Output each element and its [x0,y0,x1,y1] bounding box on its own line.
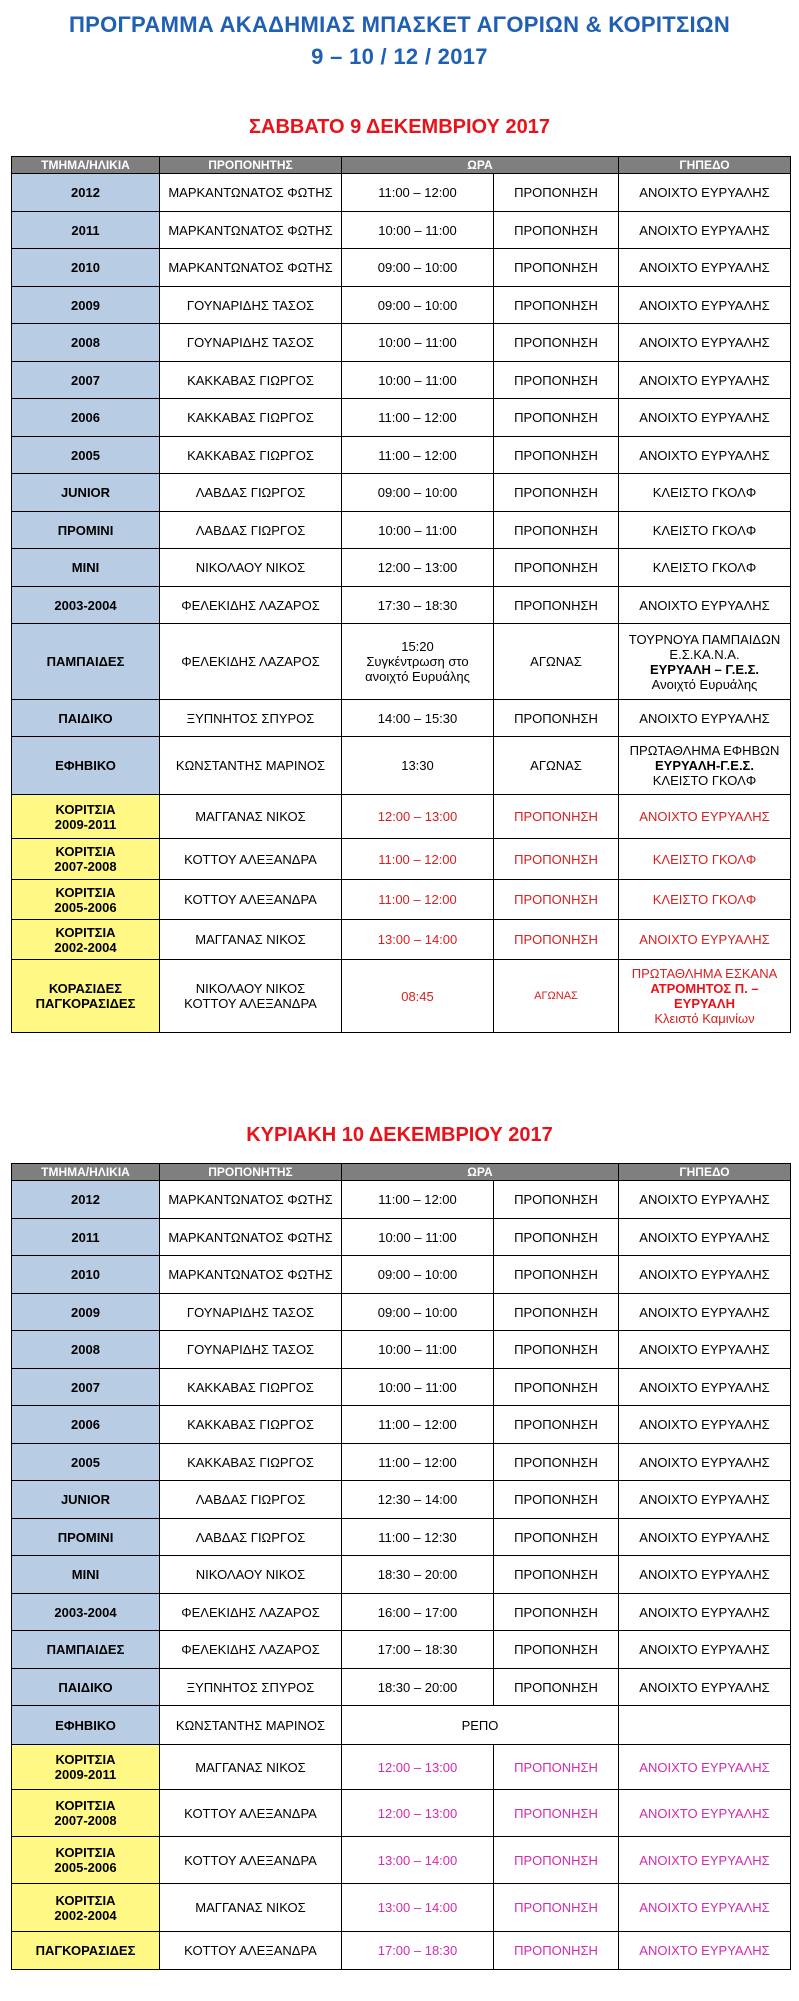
coach-cell: ΚΑΚΚΑΒΑΣ ΓΙΩΡΓΟΣ [160,1369,342,1406]
time-cell: 12:00 – 13:00 [342,1745,494,1790]
court_lines-line: Ε.Σ.ΚΑ.Ν.Α. [669,646,740,662]
col-header-group: ΤΜΗΜΑ/ΗΛΙΚΙΑ [12,157,160,174]
court_lines-line: Κλειστό Καμινίων [654,1011,755,1026]
time-cell: 10:00 – 11:00 [342,324,494,362]
group_lines-line: ΚΟΡΑΣΙΔΕΣ [48,981,123,996]
session-type-cell: ΠΡΟΠΟΝΗΣΗ [494,1331,619,1369]
coach-cell: ΓΟΥΝΑΡΙΔΗΣ ΤΑΣΟΣ [160,1294,342,1331]
col-header-court: ΓΗΠΕΔΟ [619,157,791,174]
group_lines-line: 2002-2004 [54,939,117,955]
session-type-cell: ΠΡΟΠΟΝΗΣΗ [494,1884,619,1932]
time-cell: 10:00 – 11:00 [342,512,494,549]
table-row [12,1745,791,1790]
table-row [12,212,791,249]
group-cell: ΕΦΗΒΙΚΟ [12,1706,160,1745]
table-row [12,880,791,920]
session-type-cell: ΠΡΟΠΟΝΗΣΗ [494,1669,619,1706]
session-type-cell: ΠΡΟΠΟΝΗΣΗ [494,1256,619,1294]
session-type-cell: ΠΡΟΠΟΝΗΣΗ [494,795,619,839]
session-type-cell: ΠΡΟΠΟΝΗΣΗ [494,1219,619,1256]
time-cell: 09:00 – 10:00 [342,1294,494,1331]
coach-cell: ΚΩΝΣΤΑΝΤΗΣ ΜΑΡΙΝΟΣ [160,1706,342,1745]
coach-cell: ΜΑΡΚΑΝΤΩΝΑΤΟΣ ΦΩΤΗΣ [160,249,342,287]
table-row [12,1406,791,1444]
session-type-cell: ΠΡΟΠΟΝΗΣΗ [494,249,619,287]
table-row [12,512,791,549]
table-row [12,960,791,1033]
session-type-cell: ΑΓΩΝΑΣ [494,624,619,700]
court_lines-line: ΠΡΩΤΑΘΛΗΜΑ ΕΣΚΑΝΑ [631,966,778,981]
time-cell: 12:30 – 14:00 [342,1481,494,1519]
coach-cell: ΦΕΛΕΚΙΔΗΣ ΛΑΖΑΡΟΣ [160,624,342,700]
rest-cell: ΡΕΠΟ [342,1706,619,1745]
group-cell: ΜΙΝΙ [12,549,160,587]
court-cell: ΑΝΟΙΧΤΟ ΕΥΡΥΑΛΗΣ [619,795,791,839]
group_lines-line: ΚΟΡΙΤΣΙΑ [55,1845,116,1860]
time-cell: 09:00 – 10:00 [342,249,494,287]
group-cell [12,1790,160,1837]
court-cell: ΑΝΟΙΧΤΟ ΕΥΡΥΑΛΗΣ [619,1219,791,1256]
session-type-cell: ΠΡΟΠΟΝΗΣΗ [494,174,619,212]
court-cell: ΑΝΟΙΧΤΟ ΕΥΡΥΑΛΗΣ [619,1519,791,1556]
table-row [12,1669,791,1706]
table-row [12,174,791,212]
table-row [12,1444,791,1481]
group-cell: 2007 [12,1369,160,1406]
court-cell: ΑΝΟΙΧΤΟ ΕΥΡΥΑΛΗΣ [619,1481,791,1519]
time-cell: 11:00 – 12:00 [342,1181,494,1219]
group_lines-line: 2002-2004 [54,1907,117,1923]
coach-cell: ΜΑΡΚΑΝΤΩΝΑΤΟΣ ΦΩΤΗΣ [160,174,342,212]
group-cell: 2005 [12,437,160,474]
court-cell: ΑΝΟΙΧΤΟ ΕΥΡΥΑΛΗΣ [619,324,791,362]
col-header-group: ΤΜΗΜΑ/ΗΛΙΚΙΑ [12,1164,160,1181]
coach-cell: ΦΕΛΕΚΙΔΗΣ ΛΑΖΑΡΟΣ [160,1594,342,1631]
court-cell: ΑΝΟΙΧΤΟ ΕΥΡΥΑΛΗΣ [619,249,791,287]
saturday-heading: ΣΑΒΒΑΤΟ 9 ΔΕΚΕΜΒΡΙΟΥ 2017 [249,116,550,138]
group-cell: ΠΑΙΔΙΚΟ [12,700,160,737]
table-row [12,437,791,474]
court_lines-line: ΤΟΥΡΝΟΥΑ ΠΑΜΠΑΙΔΩΝ [628,631,781,647]
group-cell: ΜΙΝΙ [12,1556,160,1594]
table-row [12,549,791,587]
table-row [12,1519,791,1556]
time-cell: 18:30 – 20:00 [342,1556,494,1594]
session-type-cell: ΠΡΟΠΟΝΗΣΗ [494,920,619,960]
court-cell: ΑΝΟΙΧΤΟ ΕΥΡΥΑΛΗΣ [619,1594,791,1631]
group-cell: 2012 [12,1181,160,1219]
time_lines-line: 15:20 [401,639,434,654]
group-cell: 2007 [12,362,160,399]
court-cell: ΑΝΟΙΧΤΟ ΕΥΡΥΑΛΗΣ [619,1669,791,1706]
coach-cell: ΜΑΓΓΑΝΑΣ ΝΙΚΟΣ [160,1745,342,1790]
coach-cell: ΓΟΥΝΑΡΙΔΗΣ ΤΑΣΟΣ [160,1331,342,1369]
table-row [12,1369,791,1406]
time-cell: 10:00 – 11:00 [342,362,494,399]
court-cell [619,960,791,1033]
time-cell: 10:00 – 11:00 [342,212,494,249]
time-cell: 11:00 – 12:30 [342,1519,494,1556]
group_lines-line: ΚΟΡΙΤΣΙΑ [55,844,116,859]
court-cell [619,624,791,700]
session-type-cell: ΠΡΟΠΟΝΗΣΗ [494,880,619,920]
table-row [12,1294,791,1331]
group-cell: ΠΑΓΚΟΡΑΣΙΔΕΣ [12,1932,160,1970]
time-cell: 09:00 – 10:00 [342,1256,494,1294]
col-header-time: ΩΡΑ [342,1164,619,1181]
page-date-range: 9 – 10 / 12 / 2017 [311,44,488,69]
sunday-schedule-table [11,1163,791,1970]
time-cell: 12:00 – 13:00 [342,549,494,587]
court-cell: ΑΝΟΙΧΤΟ ΕΥΡΥΑΛΗΣ [619,1256,791,1294]
table-row [12,737,791,795]
col-header-coach: ΠΡΟΠΟΝΗΤΗΣ [160,1164,342,1181]
saturday-schedule-table [11,156,791,1033]
court_lines-line: Ανοιχτό Ευρυάλης [651,676,758,692]
court-cell: ΚΛΕΙΣΤΟ ΓΚΟΛΦ [619,880,791,920]
table-row [12,1837,791,1884]
group-cell: 2009 [12,1294,160,1331]
group-cell: 2009 [12,287,160,324]
group_lines-line: ΚΟΡΙΤΣΙΑ [55,924,116,940]
court-cell: ΑΝΟΙΧΤΟ ΕΥΡΥΑΛΗΣ [619,920,791,960]
court-cell: ΑΝΟΙΧΤΟ ΕΥΡΥΑΛΗΣ [619,1444,791,1481]
time-cell: 11:00 – 12:00 [342,1444,494,1481]
court-cell [619,737,791,795]
coach-cell: ΜΑΡΚΑΝΤΩΝΑΤΟΣ ΦΩΤΗΣ [160,1256,342,1294]
session-type-cell: ΠΡΟΠΟΝΗΣΗ [494,1406,619,1444]
session-type-cell: ΠΡΟΠΟΝΗΣΗ [494,1369,619,1406]
coach-cell: ΜΑΓΓΑΝΑΣ ΝΙΚΟΣ [160,920,342,960]
session-type-cell: ΠΡΟΠΟΝΗΣΗ [494,549,619,587]
time-cell: 11:00 – 12:00 [342,880,494,920]
time-cell [342,624,494,700]
court-cell: ΑΝΟΙΧΤΟ ΕΥΡΥΑΛΗΣ [619,287,791,324]
session-type-cell: ΠΡΟΠΟΝΗΣΗ [494,1594,619,1631]
session-type-cell: ΠΡΟΠΟΝΗΣΗ [494,1481,619,1519]
court-cell: ΑΝΟΙΧΤΟ ΕΥΡΥΑΛΗΣ [619,212,791,249]
coach-cell: ΜΑΓΓΑΝΑΣ ΝΙΚΟΣ [160,1884,342,1932]
court-cell: ΑΝΟΙΧΤΟ ΕΥΡΥΑΛΗΣ [619,1406,791,1444]
session-type-cell: ΠΡΟΠΟΝΗΣΗ [494,1181,619,1219]
court-cell: ΑΝΟΙΧΤΟ ΕΥΡΥΑΛΗΣ [619,1932,791,1970]
group-cell: ΠΡΟΜΙΝΙ [12,1519,160,1556]
col-header-court: ΓΗΠΕΔΟ [619,1164,791,1181]
session-type-cell: ΠΡΟΠΟΝΗΣΗ [494,1294,619,1331]
group-cell [12,1745,160,1790]
table-row [12,249,791,287]
page-title: ΠΡΟΓΡΑΜΜΑ ΑΚΑΔΗΜΙΑΣ ΜΠΑΣΚΕΤ ΑΓΟΡΙΩΝ & ΚΟΡΙΤΣΙΩΝ [68,12,731,37]
time-cell: 11:00 – 12:00 [342,399,494,437]
session-type-cell: ΠΡΟΠΟΝΗΣΗ [494,700,619,737]
coach-cell: ΚΟΤΤΟΥ ΑΛΕΞΑΝΔΡΑ [160,1932,342,1970]
court-cell: ΑΝΟΙΧΤΟ ΕΥΡΥΑΛΗΣ [619,399,791,437]
group-cell [12,839,160,880]
court-cell: ΑΝΟΙΧΤΟ ΕΥΡΥΑΛΗΣ [619,1837,791,1884]
coach-cell: ΦΕΛΕΚΙΔΗΣ ΛΑΖΑΡΟΣ [160,1631,342,1669]
court-cell: ΑΝΟΙΧΤΟ ΕΥΡΥΑΛΗΣ [619,1331,791,1369]
court-cell: ΑΝΟΙΧΤΟ ΕΥΡΥΑΛΗΣ [619,1745,791,1790]
court-cell: ΚΛΕΙΣΤΟ ΓΚΟΛΦ [619,839,791,880]
court_lines-line: ΕΥΡΥΑΛΗ [674,996,735,1011]
session-type-cell: ΠΡΟΠΟΝΗΣΗ [494,474,619,512]
group-cell: JUNIOR [12,1481,160,1519]
time-cell: 11:00 – 12:00 [342,1406,494,1444]
group-cell: ΠΑΙΔΙΚΟ [12,1669,160,1706]
group_lines-line: 2007-2008 [54,1813,117,1828]
coach-cell: ΞΥΠΝΗΤΟΣ ΣΠΥΡΟΣ [160,700,342,737]
session-type-cell: ΠΡΟΠΟΝΗΣΗ [494,587,619,624]
group-cell [12,880,160,920]
table-row [12,1481,791,1519]
time-cell: 10:00 – 11:00 [342,1369,494,1406]
table-row [12,1181,791,1219]
coach-cell: ΝΙΚΟΛΑΟΥ ΝΙΚΟΣ [160,549,342,587]
table-row [12,624,791,700]
coach-cell: ΜΑΓΓΑΝΑΣ ΝΙΚΟΣ [160,795,342,839]
table-row [12,1594,791,1631]
session-type-cell: ΠΡΟΠΟΝΗΣΗ [494,1444,619,1481]
group-cell: 2011 [12,1219,160,1256]
coach-cell: ΚΑΚΚΑΒΑΣ ΓΙΩΡΓΟΣ [160,1406,342,1444]
time_lines-line: Συγκέντρωση στο [366,654,469,669]
session-type-cell: ΠΡΟΠΟΝΗΣΗ [494,1932,619,1970]
coach-cell: ΞΥΠΝΗΤΟΣ ΣΠΥΡΟΣ [160,1669,342,1706]
group-cell: 2011 [12,212,160,249]
coach-cell: ΛΑΒΔΑΣ ΓΙΩΡΓΟΣ [160,1519,342,1556]
table-row [12,1219,791,1256]
group_lines-line: ΚΟΡΙΤΣΙΑ [55,884,116,900]
table-row [12,587,791,624]
time-cell: 08:45 [342,960,494,1033]
table-row [12,324,791,362]
session-type-cell: ΠΡΟΠΟΝΗΣΗ [494,287,619,324]
court-cell [619,1706,791,1745]
time-cell: 12:00 – 13:00 [342,1790,494,1837]
group-cell: 2006 [12,399,160,437]
coach-cell: ΦΕΛΕΚΙΔΗΣ ΛΑΖΑΡΟΣ [160,587,342,624]
group-cell: 2008 [12,324,160,362]
group_lines-line: ΚΟΡΙΤΣΙΑ [55,1752,116,1767]
session-type-cell: ΠΡΟΠΟΝΗΣΗ [494,212,619,249]
table-row [12,1884,791,1932]
table-row [12,1706,791,1745]
court_lines-line: ΠΡΩΤΑΘΛΗΜΑ ΕΦΗΒΩΝ [629,743,780,758]
court-cell: ΑΝΟΙΧΤΟ ΕΥΡΥΑΛΗΣ [619,700,791,737]
group-cell: 2012 [12,174,160,212]
group_lines-line: 2009-2011 [54,816,117,832]
group-cell [12,920,160,960]
sunday-heading: ΚΥΡΙΑΚΗ 10 ΔΕΚΕΜΒΡΙΟΥ 2017 [246,1124,553,1146]
court-cell: ΑΝΟΙΧΤΟ ΕΥΡΥΑΛΗΣ [619,437,791,474]
group-cell: JUNIOR [12,474,160,512]
table-row [12,1256,791,1294]
session-type-cell: ΠΡΟΠΟΝΗΣΗ [494,362,619,399]
table-row [12,287,791,324]
group-cell [12,1884,160,1932]
time-cell: 11:00 – 12:00 [342,437,494,474]
court-cell: ΑΝΟΙΧΤΟ ΕΥΡΥΑΛΗΣ [619,1369,791,1406]
group-cell: 2005 [12,1444,160,1481]
session-type-cell: ΑΓΩΝΑΣ [494,737,619,795]
coach-cell: ΚΑΚΚΑΒΑΣ ΓΙΩΡΓΟΣ [160,362,342,399]
table-row [12,399,791,437]
session-type-cell: ΠΡΟΠΟΝΗΣΗ [494,512,619,549]
table-row [12,1790,791,1837]
coach-cell: ΓΟΥΝΑΡΙΔΗΣ ΤΑΣΟΣ [160,287,342,324]
court-cell: ΑΝΟΙΧΤΟ ΕΥΡΥΑΛΗΣ [619,1294,791,1331]
court-cell: ΚΛΕΙΣΤΟ ΓΚΟΛΦ [619,512,791,549]
coach-cell: ΜΑΡΚΑΝΤΩΝΑΤΟΣ ΦΩΤΗΣ [160,1219,342,1256]
time-cell: 17:30 – 18:30 [342,587,494,624]
group_lines-line: 2005-2006 [54,899,117,915]
session-type-cell: ΠΡΟΠΟΝΗΣΗ [494,1745,619,1790]
court_lines-line: ΕΥΡΥΑΛΗ-Γ.Ε.Σ. [655,758,754,773]
group-cell: 2006 [12,1406,160,1444]
coach-cell: ΚΑΚΚΑΒΑΣ ΓΙΩΡΓΟΣ [160,437,342,474]
coach-cell: ΛΑΒΔΑΣ ΓΙΩΡΓΟΣ [160,512,342,549]
table-row [12,1932,791,1970]
court-cell: ΑΝΟΙΧΤΟ ΕΥΡΥΑΛΗΣ [619,1556,791,1594]
group-cell: 2003-2004 [12,1594,160,1631]
table-header-row [12,157,791,174]
table-row [12,1631,791,1669]
table-row [12,795,791,839]
time-cell: 13:00 – 14:00 [342,1884,494,1932]
coach-cell: ΚΑΚΚΑΒΑΣ ΓΙΩΡΓΟΣ [160,1444,342,1481]
session-type-cell: ΠΡΟΠΟΝΗΣΗ [494,1519,619,1556]
court-cell: ΚΛΕΙΣΤΟ ΓΚΟΛΦ [619,549,791,587]
session-type-cell: ΠΡΟΠΟΝΗΣΗ [494,1790,619,1837]
court-cell: ΑΝΟΙΧΤΟ ΕΥΡΥΑΛΗΣ [619,1631,791,1669]
court-cell: ΑΝΟΙΧΤΟ ΕΥΡΥΑΛΗΣ [619,587,791,624]
coach-cell: ΚΑΚΚΑΒΑΣ ΓΙΩΡΓΟΣ [160,399,342,437]
court_lines-line: ΚΛΕΙΣΤΟ ΓΚΟΛΦ [652,773,757,788]
court_lines-line: ΕΥΡΥΑΛΗ – Γ.Ε.Σ. [649,661,760,677]
group-cell: ΕΦΗΒΙΚΟ [12,737,160,795]
coach-cell: ΚΟΤΤΟΥ ΑΛΕΞΑΝΔΡΑ [160,839,342,880]
session-type-cell: ΠΡΟΠΟΝΗΣΗ [494,437,619,474]
time-cell: 09:00 – 10:00 [342,287,494,324]
time-cell: 10:00 – 11:00 [342,1219,494,1256]
session-type-cell: ΑΓΩΝΑΣ [494,960,619,1033]
table-row [12,362,791,399]
coach-cell: ΚΩΝΣΤΑΝΤΗΣ ΜΑΡΙΝΟΣ [160,737,342,795]
coach-cell: ΚΟΤΤΟΥ ΑΛΕΞΑΝΔΡΑ [160,880,342,920]
court-cell: ΚΛΕΙΣΤΟ ΓΚΟΛΦ [619,474,791,512]
group-cell: ΠΡΟΜΙΝΙ [12,512,160,549]
time-cell: 11:00 – 12:00 [342,174,494,212]
group-cell [12,1837,160,1884]
col-header-coach: ΠΡΟΠΟΝΗΤΗΣ [160,157,342,174]
time-cell: 10:00 – 11:00 [342,1331,494,1369]
coach-cell: ΜΑΡΚΑΝΤΩΝΑΤΟΣ ΦΩΤΗΣ [160,1181,342,1219]
time-cell: 11:00 – 12:00 [342,839,494,880]
group-cell: ΠΑΜΠΑΙΔΕΣ [12,624,160,700]
coach-cell: ΛΑΒΔΑΣ ΓΙΩΡΓΟΣ [160,474,342,512]
table-header-row [12,1164,791,1181]
time-cell: 13:00 – 14:00 [342,1837,494,1884]
coach-cell [160,960,342,1033]
table-row [12,474,791,512]
group-cell: 2003-2004 [12,587,160,624]
col-header-time: ΩΡΑ [342,157,619,174]
group-cell [12,795,160,839]
time-cell: 13:00 – 14:00 [342,920,494,960]
court_lines-line: ΑΤΡΟΜΗΤΟΣ Π. – [650,981,759,996]
table-row [12,1556,791,1594]
court-cell: ΑΝΟΙΧΤΟ ΕΥΡΥΑΛΗΣ [619,1884,791,1932]
court-cell: ΑΝΟΙΧΤΟ ΕΥΡΥΑΛΗΣ [619,1790,791,1837]
group_lines-line: ΚΟΡΙΤΣΙΑ [55,801,116,817]
group-cell: ΠΑΜΠΑΙΔΕΣ [12,1631,160,1669]
coach-cell: ΜΑΡΚΑΝΤΩΝΑΤΟΣ ΦΩΤΗΣ [160,212,342,249]
table-row [12,1331,791,1369]
coach_lines-line: ΝΙΚΟΛΑΟΥ ΝΙΚΟΣ [195,981,306,996]
group_lines-line: ΚΟΡΙΤΣΙΑ [55,1798,116,1813]
group_lines-line: 2009-2011 [54,1767,117,1782]
time-cell: 18:30 – 20:00 [342,1669,494,1706]
court-cell: ΑΝΟΙΧΤΟ ΕΥΡΥΑΛΗΣ [619,174,791,212]
group-cell [12,960,160,1033]
time-cell: 09:00 – 10:00 [342,474,494,512]
group-cell: 2010 [12,1256,160,1294]
time_lines-line: ανοιχτό Ευρυάλης [365,669,470,684]
coach-cell: ΝΙΚΟΛΑΟΥ ΝΙΚΟΣ [160,1556,342,1594]
time-cell: 17:00 – 18:30 [342,1631,494,1669]
time-cell: 16:00 – 17:00 [342,1594,494,1631]
table-row [12,839,791,880]
coach-cell: ΚΟΤΤΟΥ ΑΛΕΞΑΝΔΡΑ [160,1790,342,1837]
coach-cell: ΛΑΒΔΑΣ ΓΙΩΡΓΟΣ [160,1481,342,1519]
session-type-cell: ΠΡΟΠΟΝΗΣΗ [494,1556,619,1594]
time-cell: 14:00 – 15:30 [342,700,494,737]
time-cell: 12:00 – 13:00 [342,795,494,839]
coach-cell: ΓΟΥΝΑΡΙΔΗΣ ΤΑΣΟΣ [160,324,342,362]
time-cell: 13:30 [342,737,494,795]
coach_lines-line: ΚΟΤΤΟΥ ΑΛΕΞΑΝΔΡΑ [184,996,317,1011]
session-type-cell: ΠΡΟΠΟΝΗΣΗ [494,1837,619,1884]
session-type-cell: ΠΡΟΠΟΝΗΣΗ [494,399,619,437]
session-type-cell: ΠΡΟΠΟΝΗΣΗ [494,839,619,880]
session-type-cell: ΠΡΟΠΟΝΗΣΗ [494,1631,619,1669]
group_lines-line: ΚΟΡΙΤΣΙΑ [55,1892,116,1908]
time-cell: 17:00 – 18:30 [342,1932,494,1970]
court-cell: ΑΝΟΙΧΤΟ ΕΥΡΥΑΛΗΣ [619,362,791,399]
table-row [12,920,791,960]
table-row [12,700,791,737]
group-cell: 2008 [12,1331,160,1369]
court-cell: ΑΝΟΙΧΤΟ ΕΥΡΥΑΛΗΣ [619,1181,791,1219]
group-cell: 2010 [12,249,160,287]
group_lines-line: 2007-2008 [54,859,117,874]
session-type-cell: ΠΡΟΠΟΝΗΣΗ [494,324,619,362]
group_lines-line: 2005-2006 [54,1860,117,1875]
group_lines-line: ΠΑΓΚΟΡΑΣΙΔΕΣ [35,996,136,1011]
coach-cell: ΚΟΤΤΟΥ ΑΛΕΞΑΝΔΡΑ [160,1837,342,1884]
